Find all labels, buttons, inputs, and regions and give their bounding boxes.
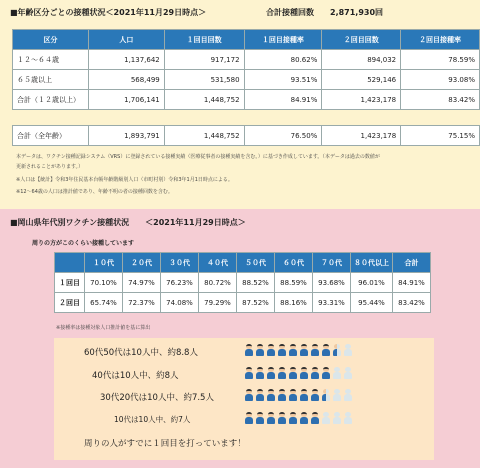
- table-cell: 83.42%: [393, 293, 431, 313]
- table-cell: 1,706,141: [88, 90, 164, 110]
- table-cell: 531,580: [164, 70, 244, 90]
- table-row: [13, 50, 480, 70]
- person-icon: [288, 412, 298, 424]
- col-header: ５０代: [237, 253, 275, 273]
- table-row: [55, 273, 431, 293]
- table-cell: 529,146: [322, 70, 401, 90]
- table-cell: 1,448,752: [164, 90, 244, 110]
- person-icon: [321, 412, 331, 424]
- table-cell: 1,893,791: [88, 126, 164, 146]
- table-cell: 74.97%: [123, 273, 161, 293]
- person-icon: [266, 367, 276, 379]
- person-icon: [277, 367, 287, 379]
- person-icon: [277, 344, 287, 356]
- person-icon: [332, 344, 342, 356]
- summary-line: 60代50代は10人中、約8.8人: [84, 348, 198, 358]
- table-cell: 65.74%: [85, 293, 123, 313]
- section-heading: ■年齢区分ごとの接種状況＜2021年11月29日時点＞: [10, 8, 207, 17]
- table-cell: ６５歳以上: [13, 70, 89, 90]
- person-icon: [255, 412, 265, 424]
- person-icon: [321, 344, 331, 356]
- col-header: 人口: [88, 30, 164, 50]
- table-row: [13, 126, 480, 146]
- summary-panel: [54, 338, 434, 460]
- col-header: ２回目回数: [322, 30, 401, 50]
- person-icon: [255, 344, 265, 356]
- col-header: ８０代以上: [351, 253, 393, 273]
- table-cell: 79.29%: [199, 293, 237, 313]
- table-cell: 93.31%: [313, 293, 351, 313]
- table-cell: 894,032: [322, 50, 401, 70]
- section-date: ＜2021年11月29日時点＞: [145, 218, 246, 227]
- person-icon: [299, 344, 309, 356]
- col-header: １回目回数: [164, 30, 244, 50]
- person-icon: [266, 344, 276, 356]
- person-icon: [343, 344, 353, 356]
- table-cell: 70.10%: [85, 273, 123, 293]
- row-label: ２回目: [55, 293, 85, 313]
- table-cell: 95.44%: [351, 293, 393, 313]
- table-cell: 80.62%: [244, 50, 322, 70]
- table-cell: 568,499: [88, 70, 164, 90]
- person-icon: [277, 412, 287, 424]
- section-subheading: 周りの方がこのくらい接種しています: [32, 240, 135, 247]
- person-icon: [266, 412, 276, 424]
- row-label: １回目: [55, 273, 85, 293]
- person-icon: [343, 367, 353, 379]
- table-cell: 1,423,178: [322, 90, 401, 110]
- col-header: ３０代: [161, 253, 199, 273]
- person-icon: [343, 389, 353, 401]
- person-icon: [332, 412, 342, 424]
- person-icon: [244, 389, 254, 401]
- person-icon: [310, 367, 320, 379]
- person-icon: [310, 412, 320, 424]
- data-note: 更新されることがあります。）: [16, 164, 84, 170]
- person-icon: [288, 344, 298, 356]
- table-cell: 93.51%: [244, 70, 322, 90]
- table-cell: 917,172: [164, 50, 244, 70]
- rate-note: ※接種率は接種対象人口推計値を基に算出: [56, 325, 151, 331]
- person-icon: [321, 389, 331, 401]
- decade-rate-table: [54, 252, 431, 313]
- table-cell: 1,423,178: [322, 126, 401, 146]
- table-cell: 88.59%: [275, 273, 313, 293]
- total-doses-label: 合計接種回数: [266, 8, 314, 17]
- table-cell: 合計（全年齢）: [13, 126, 89, 146]
- age-decade-section: [0, 209, 480, 468]
- col-header: 合計: [393, 253, 431, 273]
- col-header: ７０代: [313, 253, 351, 273]
- table-cell: 72.37%: [123, 293, 161, 313]
- table-cell: 74.08%: [161, 293, 199, 313]
- person-icon: [244, 367, 254, 379]
- icon-row: [244, 389, 353, 401]
- person-icon: [288, 367, 298, 379]
- summary-line: 40代は10人中、約8人: [92, 371, 179, 381]
- table-cell: 93.68%: [313, 273, 351, 293]
- person-icon: [244, 344, 254, 356]
- summary-line: 30代20代は10人中、約7.5人: [100, 393, 214, 403]
- person-icon: [310, 344, 320, 356]
- table-cell: 88.16%: [275, 293, 313, 313]
- col-header: ２０代: [123, 253, 161, 273]
- table-cell: 84.91%: [393, 273, 431, 293]
- table-cell: 1,448,752: [164, 126, 244, 146]
- col-header: ２回目接種率: [401, 30, 480, 50]
- table-cell: 96.01%: [351, 273, 393, 293]
- section-heading: [10, 217, 246, 228]
- person-icon: [343, 412, 353, 424]
- person-icon: [288, 389, 298, 401]
- table-cell: 75.15%: [401, 126, 480, 146]
- col-header: 区分: [13, 30, 89, 50]
- col-header: ６０代: [275, 253, 313, 273]
- person-icon: [332, 389, 342, 401]
- col-header: １回目接種率: [244, 30, 322, 50]
- person-icon: [299, 389, 309, 401]
- table-row: [55, 293, 431, 313]
- person-icon: [310, 389, 320, 401]
- icon-row: [244, 344, 353, 356]
- table-cell: 76.50%: [244, 126, 322, 146]
- section-title: ■岡山県年代別ワクチン接種状況: [10, 218, 130, 227]
- table-cell: 83.42%: [401, 90, 480, 110]
- summary-line: 周りの人がすでに１回目を打っています！: [84, 439, 246, 449]
- table-row: [13, 70, 480, 90]
- col-header: ４０代: [199, 253, 237, 273]
- table-cell: 84.91%: [244, 90, 322, 110]
- person-icon: [244, 412, 254, 424]
- age-group-section: [0, 0, 480, 209]
- table-cell: 76.23%: [161, 273, 199, 293]
- table-cell: 87.52%: [237, 293, 275, 313]
- person-icon: [299, 367, 309, 379]
- summary-line: 10代は10人中、約7人: [114, 415, 191, 424]
- col-header: １０代: [85, 253, 123, 273]
- all-ages-total-table: [12, 125, 480, 146]
- person-icon: [332, 367, 342, 379]
- table-cell: 1,137,642: [88, 50, 164, 70]
- population-note: ※人口は【統計】令和3年住民基本台帳年齢階級別人口（市町村別）令和3年1月1日時点による。: [16, 177, 233, 183]
- icon-row: [244, 367, 353, 379]
- table-cell: 78.59%: [401, 50, 480, 70]
- person-icon: [299, 412, 309, 424]
- data-note: 本データは、ワクチン接種記録システム（VRS）に登録されている接種実績（医療従事者の接種実績を含む。）に基づき作成しています。（本データは過去の数値が: [16, 154, 380, 160]
- table-cell: 80.72%: [199, 273, 237, 293]
- icon-row: [244, 412, 353, 424]
- person-icon: [266, 389, 276, 401]
- estimate-note: ※12～64歳の人口は推計値であり、年齢不明の者の接種回数を含む。: [16, 189, 173, 195]
- person-icon: [321, 367, 331, 379]
- corner-cell: [55, 253, 85, 273]
- person-icon: [255, 389, 265, 401]
- table-row: [13, 90, 480, 110]
- total-doses-value: 2,871,930回: [330, 8, 384, 17]
- person-icon: [255, 367, 265, 379]
- age-group-table: [12, 29, 480, 110]
- table-cell: 93.08%: [401, 70, 480, 90]
- table-cell: 合計（１２歳以上）: [13, 90, 89, 110]
- table-cell: 88.52%: [237, 273, 275, 293]
- person-icon: [277, 389, 287, 401]
- table-cell: １２～６４歳: [13, 50, 89, 70]
